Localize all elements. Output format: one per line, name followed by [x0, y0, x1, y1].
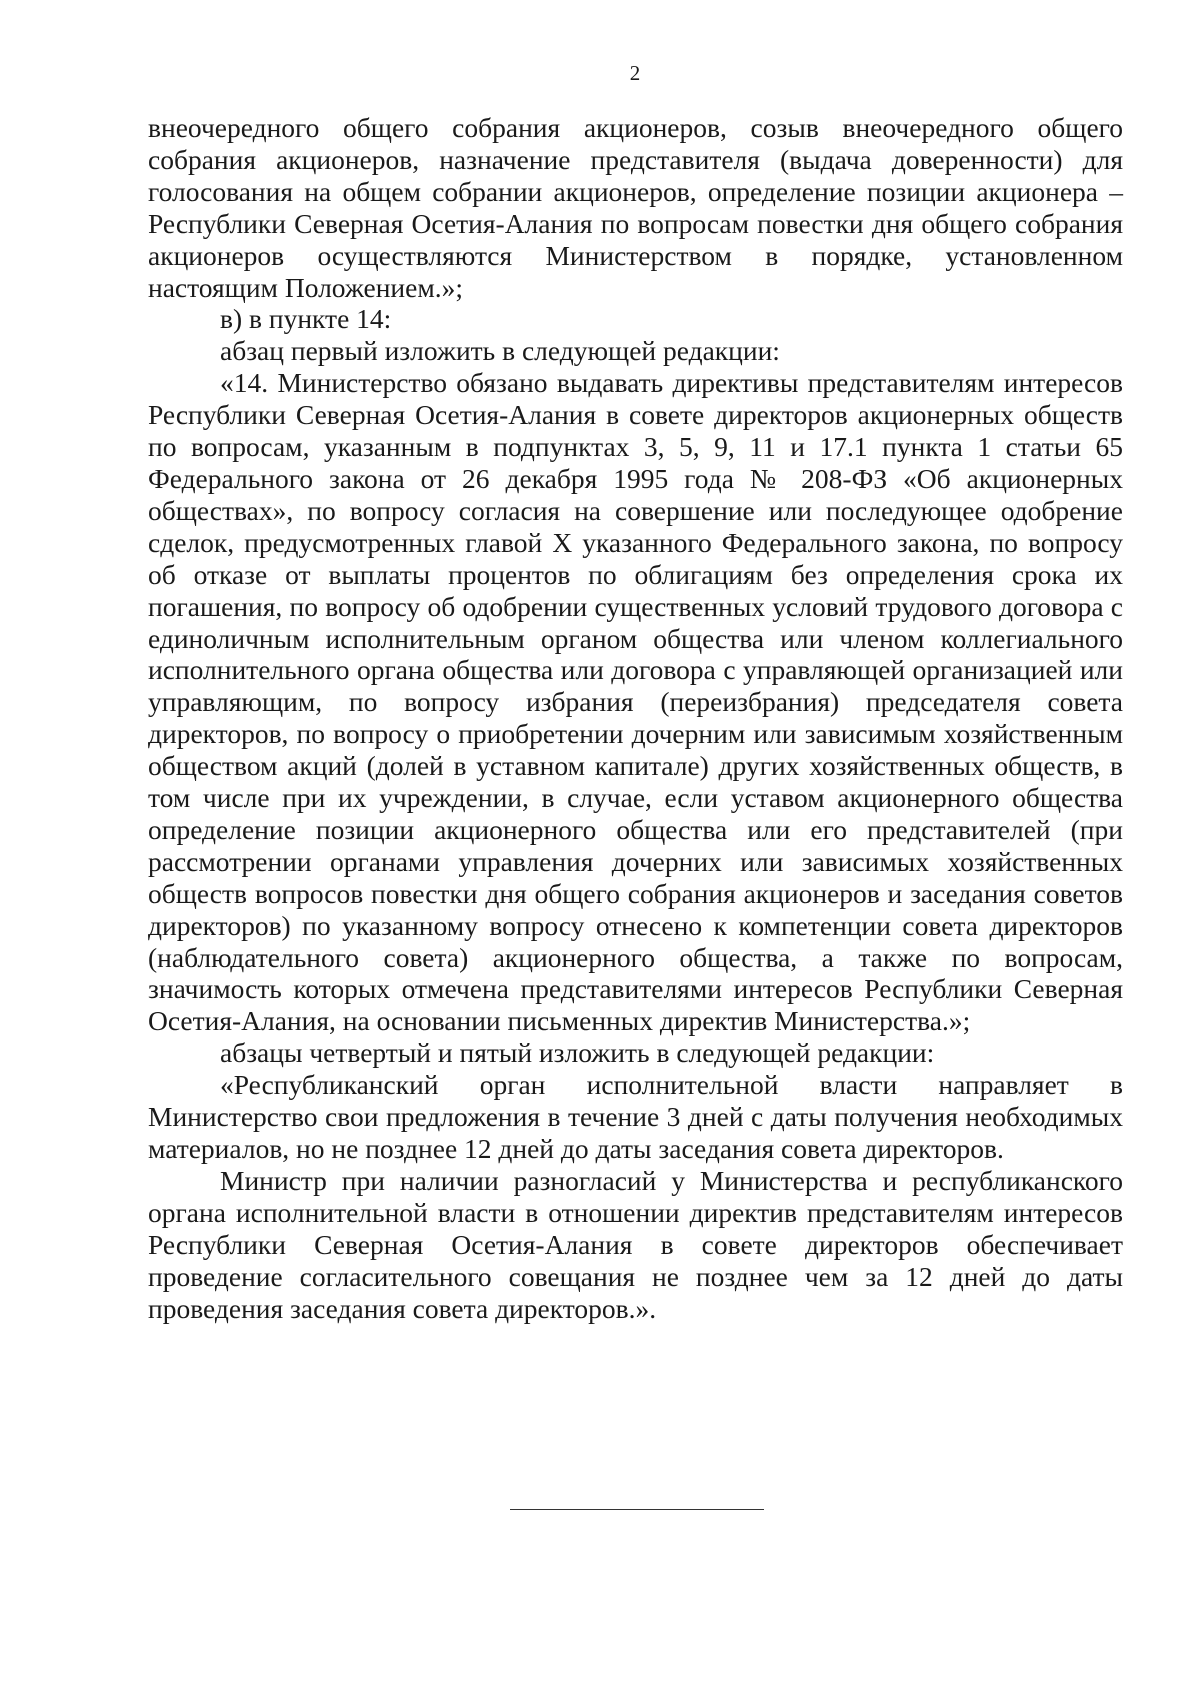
document-body [148, 112, 1123, 1324]
paragraph: «Республиканский орган исполнительной власти направляет в Министерство свои предложения в течение 3 дней с даты получения необходимых материалов, но не позднее 12 дней до даты заседания совета директоров. [148, 1069, 1123, 1164]
paragraph: Министр при наличии разногласий у Министерства и республиканского органа исполнительной власти в отношении директив представителям интересов Республики Северная Осетия-Алания в совете директоров обеспечивает проведение согласительного совещания не позднее чем за 12 дней до даты проведения заседания совета директоров.». [148, 1164, 1123, 1324]
paragraph: абзацы четвертый и пятый изложить в следующей редакции: [220, 1037, 935, 1069]
page-number: 2 [629, 61, 641, 85]
paragraph: в) в пункте 14: [220, 303, 392, 335]
paragraph: «14. Министерство обязано выдавать директивы представителям интересов Республики Северная Осетия-Алания в совете директоров акционерных обществ по вопросам, указанным в подпунктах 3, 5, 9, 11 и 17.1 пункта 1 статьи 65 Федерального закона от 26 декабря 1995 года № 208-ФЗ «Об акционерных обществах», по вопросу согласия на совершение или последующее одобрение сделок, предусмотренных главой X указанного Федерального закона, по вопросу об отказе от выплаты процентов по облигациям без определения срока их погашения, по вопросу об одобрении существенных условий трудового договора с единоличным исполнительным органом общества или членом коллегиального исполнительного органа общества или договора с управляющей организацией или управляющим, по вопросу избрания (переизбрания) председателя совета директоров, по вопросу о приобретении дочерним или зависимым хозяйственным обществом акций (долей в уставном капитале) других хозяйственных обществ, в том числе при их учреждении, в случае, если уставом акционерного общества определение позиции акционерного общества или его представителей (при рассмотрении органами управления дочерних или зависимых хозяйственных обществ вопросов повестки дня общего собрания акционеров и заседания советов директоров) по указанному вопросу отнесено к компетенции совета директоров (наблюдательного совета) акционерного общества, а также по вопросам, значимость которых отмечена представителями интересов Республики Северная Осетия-Алания, на основании письменных директив Министерства.»; [148, 367, 1123, 1037]
paragraph: внеочередного общего собрания акционеров, созыв внеочередного общего собрания акционеров, назначение представителя (выдача доверенности) для голосования на общем собрании акционеров, определение позиции акционера – Республики Северная Осетия-Алания по вопросам повестки дня общего собрания акционеров осуществляются Министерством в порядке, установленном настоящим Положением.»; [148, 112, 1123, 303]
end-divider-line [510, 1509, 764, 1510]
paragraph: абзац первый изложить в следующей редакции: [220, 335, 780, 367]
